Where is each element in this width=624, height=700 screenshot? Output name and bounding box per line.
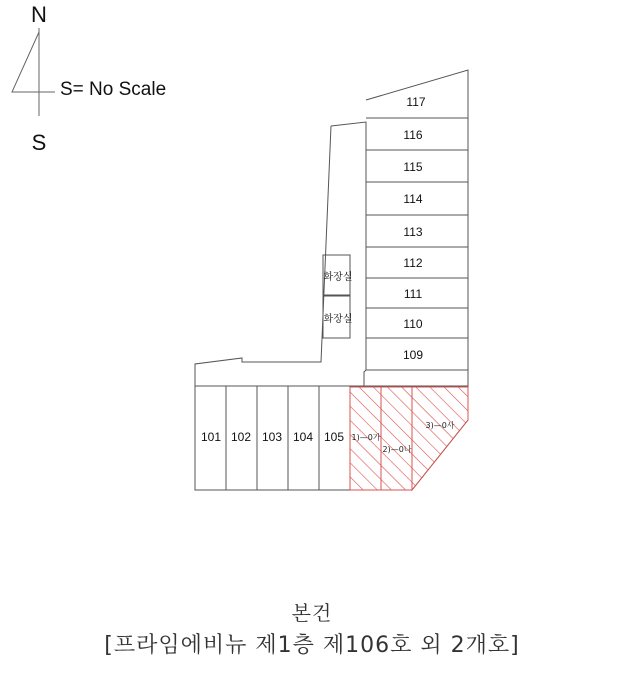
unit-label: 115 (403, 160, 423, 174)
scale-label: S= No Scale (60, 79, 167, 100)
unit-label: 112 (403, 256, 423, 270)
caption-subtitle: [프라임에비뉴 제1층 제106호 외 2개호] (104, 633, 520, 658)
subject-unit-3 (412, 387, 468, 490)
unit-label: 116 (403, 128, 423, 142)
unit-label: 104 (292, 430, 314, 444)
caption-title: 본건 (291, 601, 333, 625)
subject-unit-label: 3)—0사 (425, 421, 455, 430)
unit-label: 110 (403, 317, 423, 331)
unit-label: 102 (230, 430, 252, 444)
restroom-label: 화장실 (323, 314, 353, 325)
unit-label: 101 (200, 430, 222, 444)
north-arrow (12, 2, 166, 155)
unit-label: 109 (402, 348, 424, 362)
unit-label: 111 (403, 287, 423, 301)
unit-label: 113 (403, 225, 423, 239)
unit-label: 114 (403, 192, 423, 206)
restroom-label: 화장실 (323, 272, 353, 283)
unit-label: 117 (406, 95, 426, 109)
subject-unit-label: 2)—0나 (382, 445, 412, 454)
subject-unit-2 (381, 387, 412, 490)
unit-label: 105 (323, 430, 345, 444)
subject-unit-label: 1)—0가 (351, 433, 381, 442)
compass-north-label: N (31, 2, 47, 27)
unit-label: 103 (261, 430, 283, 444)
compass-south-label: S (31, 130, 47, 155)
